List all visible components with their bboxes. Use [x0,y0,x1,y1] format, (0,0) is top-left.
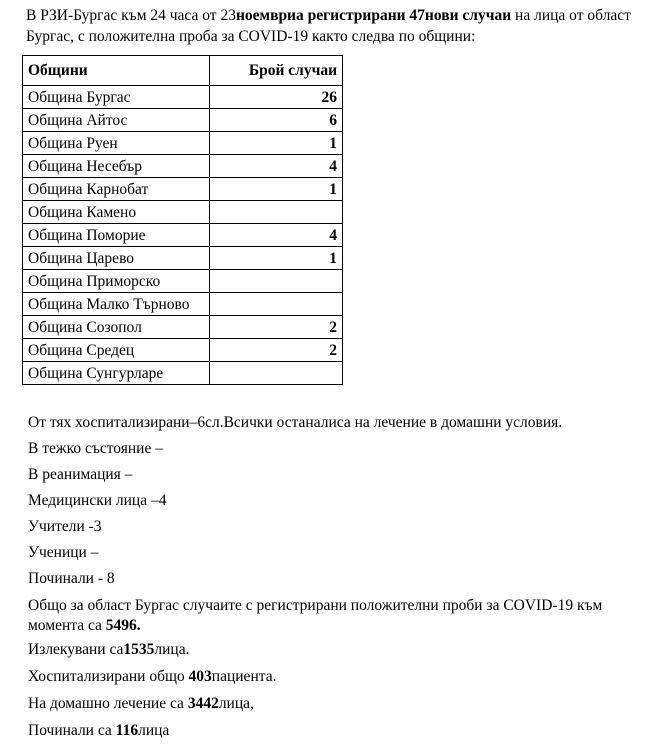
municipality-name: Община Бургас [23,86,210,109]
home-value: 3442 [187,695,219,712]
recovered-text: Излекувани са [28,641,124,658]
severe-line: В тежко състояние – [28,440,163,457]
table-header-row [23,56,343,86]
table-row [23,316,343,339]
municipality-name: Община Карнобат [23,178,210,201]
table-row [23,270,343,293]
intro-bold-cases: регистрирани 47нови случаи [307,7,512,24]
hosp-text: Хоспитализирани общо [28,668,189,685]
dead-text: Починали са [28,722,116,739]
intro-bold-sa: а [296,7,308,24]
recovered-unit: лица. [154,641,190,658]
students-line: Ученици – [28,544,99,561]
home-text: На домашно лечение са [28,695,188,712]
icu-line: В реанимация – [28,466,133,483]
municipality-name: Община Поморие [23,224,210,247]
case-count: 1 [210,247,343,270]
home-unit: лица, [218,695,254,712]
municipalities-table [22,55,343,385]
municipality-name: Община Айтос [23,109,210,132]
municipality-name: Община Несебър [23,155,210,178]
table-row [23,178,343,201]
teachers-line: Учители -3 [28,518,102,535]
recovered-value: 1535 [123,641,155,658]
hospitalized-total-line [28,667,653,687]
hosp-value: 403 [188,668,212,685]
table-row [23,339,343,362]
case-count [210,270,343,293]
intro-text-1: В РЗИ-Бургас към 24 часа от 23 [26,7,236,24]
case-count [210,362,343,385]
dead-value: 116 [115,722,139,739]
case-count: 1 [210,132,343,155]
case-count: 26 [210,86,343,109]
municipality-name: Община Средец [23,339,210,362]
header-municipalities: Общини [23,56,210,86]
total-text: Общо за област Бургас случаите с регистрирани положителни проби за COVID-19 към момента са [28,597,603,634]
medical-staff-line: Медицински лица –4 [28,492,167,509]
deceased-today-line: Починали - 8 [28,570,115,587]
table-row [23,86,343,109]
municipality-name: Община Сунгурларе [23,362,210,385]
table-row [23,247,343,270]
table-row [23,201,343,224]
home-treatment-line [28,694,653,714]
table-row [23,224,343,247]
case-count: 2 [210,339,343,362]
dead-unit: лица [138,722,170,739]
table-row [23,132,343,155]
municipality-name: Община Руен [23,132,210,155]
intro-text-3: на лица от област Бургас, с положителна проба за COVID-19 както следва по общини: [26,7,631,45]
total-value: 5496. [105,617,141,634]
municipality-name: Община Приморско [23,270,210,293]
header-case-count: Брой случаи [210,56,343,86]
case-count: 6 [210,109,343,132]
case-count: 4 [210,155,343,178]
deceased-total-line [28,721,653,741]
municipality-name: Община Камено [23,201,210,224]
intro-bold-month: ноември [235,7,296,24]
table-row [23,293,343,316]
municipality-name: Община Созопол [23,316,210,339]
case-count [210,293,343,316]
table-row [23,109,343,132]
municipality-name: Община Царево [23,247,210,270]
hospitalized-line: От тях хоспитализирани–6сл.Всички останалиса на лечение в домашни условия. [28,414,563,431]
municipality-name: Община Малко Търново [23,293,210,316]
table-row [23,362,343,385]
intro-paragraph [26,5,656,47]
table-row [23,155,343,178]
case-count: 2 [210,316,343,339]
case-count: 1 [210,178,343,201]
case-count: 4 [210,224,343,247]
case-count [210,201,343,224]
recovered-line [28,640,653,660]
total-line [28,596,653,636]
hosp-unit: пациента. [211,668,277,685]
